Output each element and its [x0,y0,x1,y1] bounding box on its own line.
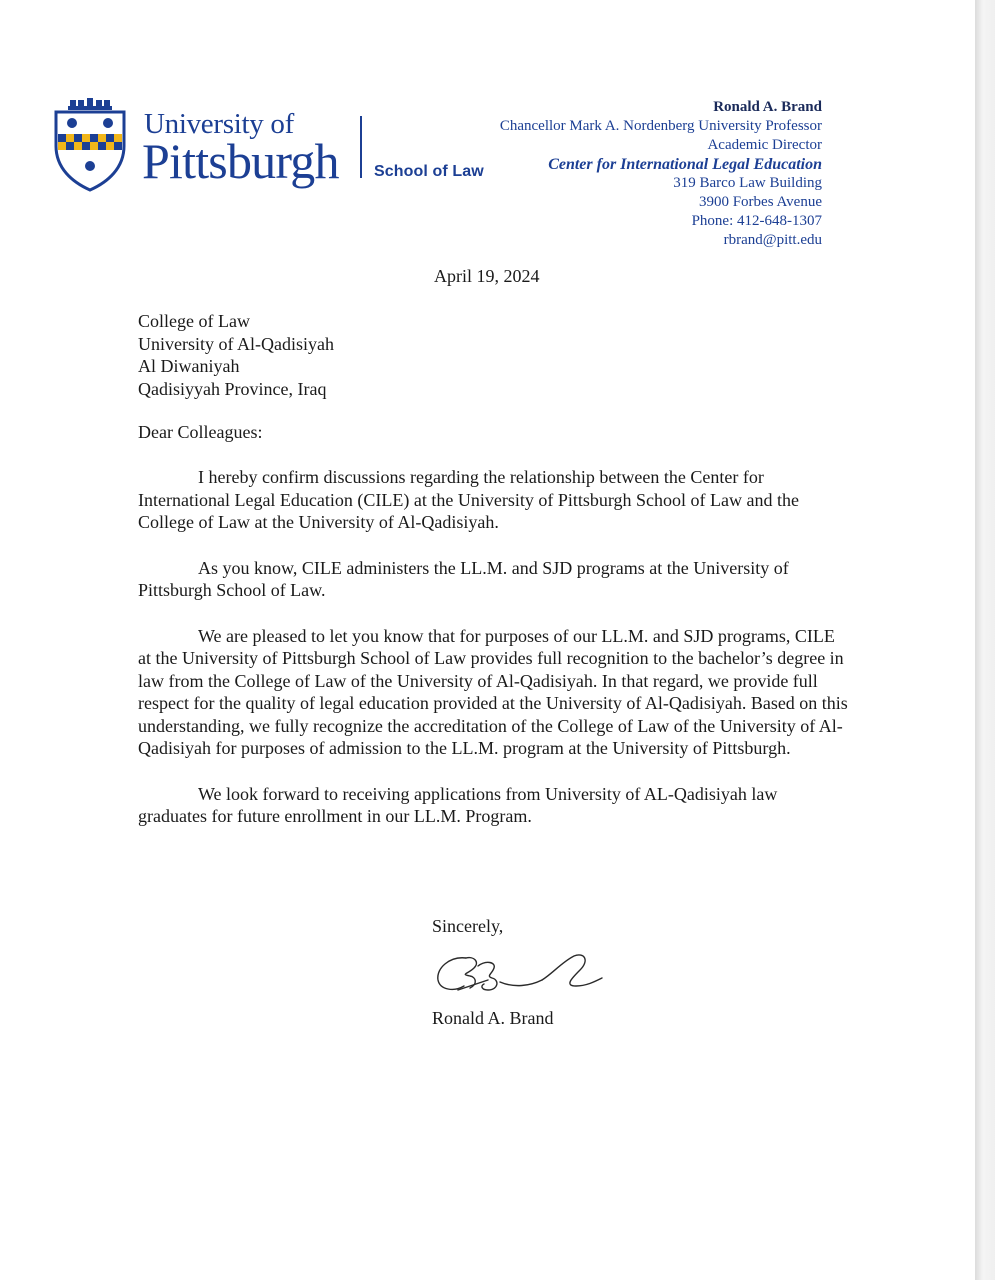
logo-divider [360,116,362,178]
handwritten-signature [430,946,610,1002]
body-paragraph-4: We look forward to receiving applications from University of AL-Qadisiyah law graduates for future enrollment in our LL.M. Program. [138,783,778,826]
closing: Sincerely, [432,916,504,936]
page-edge-shadow [975,0,995,1280]
letterhead-role: Academic Director [707,137,822,153]
letter-body [138,466,848,851]
recipient-line: College of Law [138,311,250,331]
letterhead-email: rbrand@pitt.edu [723,232,822,248]
letterhead-center: Center for International Legal Education [548,156,822,173]
university-shield-icon [52,98,128,192]
signer-name: Ronald A. Brand [432,1008,554,1028]
letterhead-name: Ronald A. Brand [713,99,822,115]
letterhead-phone: Phone: 412-648-1307 [691,213,822,229]
letterhead-contact [500,98,822,250]
logo-pittsburgh: Pittsburgh [142,133,339,189]
recipient-address [138,310,334,400]
recipient-line: University of Al-Qadisiyah [138,333,334,354]
letterhead-address2: 3900 Forbes Avenue [698,194,822,210]
university-logo [52,98,492,198]
logo-university-of: University of [144,108,294,140]
body-paragraph-1: I hereby confirm discussions regarding the relationship between the Center for International Legal Education (CILE) at the University of Pittsburgh School of Law and the College of Law at the University of Al-Qadisiyah. [138,467,799,532]
recipient-line: Qadisiyyah Province, Iraq [138,378,327,399]
letterhead-address1: 319 Barco Law Building [673,175,822,191]
letter-date: April 19, 2024 [434,266,540,286]
logo-school-of-law: School of Law [374,163,484,180]
recipient-line: Al Diwaniyah [138,356,240,376]
letterhead-title: Chancellor Mark A. Nordenberg University Professor [499,118,822,134]
body-paragraph-2: As you know, CILE administers the LL.M. and SJD programs at the University of Pittsburgh School of Law. [138,557,789,600]
salutation: Dear Colleagues: [138,422,263,442]
body-paragraph-3: We are pleased to let you know that for purposes of our LL.M. and SJD programs, CILE at the University of Pittsburgh School of Law provides full recognition to the bachelor’s degree in law from the College of Law of the University of Al-Qadisiyah. In that regard, we provide full respect for the quality of legal education provided at the University of Al-Qadisiyah. Based on this understanding, we fully recognize the accreditation of the College of Law of the University of Al-Qadisiyah for purposes of admission to the LL.M. program at the University of Pittsburgh. [138,625,848,758]
